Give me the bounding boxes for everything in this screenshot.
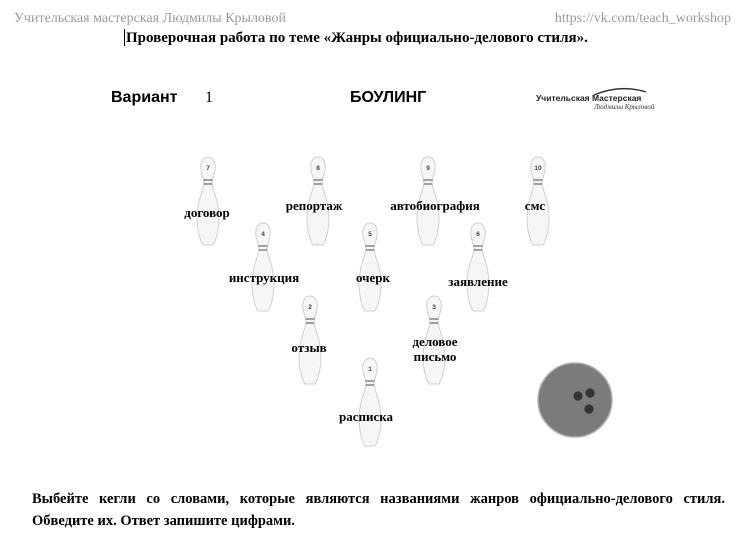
pin-number: 8 xyxy=(316,165,320,172)
bowling-pin-1[interactable] xyxy=(353,357,387,447)
page-title: Проверочная работа по теме «Жанры официально-делового стиля». xyxy=(126,30,588,46)
pin-word-5: очерк xyxy=(356,270,390,285)
pin-number: 1 xyxy=(368,366,372,373)
pin-number: 9 xyxy=(426,165,430,172)
text-cursor xyxy=(124,29,125,46)
header-url[interactable]: https://vk.com/teach_workshop xyxy=(554,11,731,26)
pin-number: 10 xyxy=(534,165,542,172)
logo-title: Учительская Мастерская xyxy=(536,93,642,103)
pin-word-1: расписка xyxy=(338,409,394,424)
game-title: БОУЛИНГ xyxy=(350,89,427,106)
bowling-ball-icon xyxy=(536,361,614,439)
bowling-pin-4[interactable] xyxy=(246,222,280,312)
pin-word-4: инструкция xyxy=(228,270,300,285)
pin-number: 3 xyxy=(432,304,436,311)
task-instruction: Выбейте кегли со словами, которые являются названиями жанров официально-делового стиля. Обведите их. Ответ запишите цифрами. xyxy=(32,491,725,529)
pin-number: 7 xyxy=(206,165,210,172)
bowling-pin-7[interactable] xyxy=(191,156,225,246)
pin-number: 2 xyxy=(308,304,312,311)
bowling-pin-5[interactable] xyxy=(353,222,387,312)
bowling-pin-6[interactable] xyxy=(461,222,495,312)
pin-word-3: деловое письмо xyxy=(412,334,458,364)
variant-number: 1 xyxy=(205,89,213,106)
pin-word-10: смс xyxy=(524,198,546,213)
pin-word-9: автобиография xyxy=(390,198,480,213)
header-author: Учительская мастерская Людмилы Крыловой xyxy=(14,11,286,26)
pin-number: 5 xyxy=(368,231,372,238)
workshop-logo xyxy=(536,86,655,112)
pin-word-7: договор xyxy=(184,205,230,220)
pin-word-8: репортаж xyxy=(285,198,343,213)
logo-subtitle: Людмилы Крыловой xyxy=(594,103,655,111)
pin-number: 6 xyxy=(476,231,480,238)
pin-word-2: отзыв xyxy=(291,340,327,355)
pin-number: 4 xyxy=(261,231,265,238)
variant-label: Вариант xyxy=(111,89,178,106)
pin-word-6: заявление xyxy=(448,274,508,289)
